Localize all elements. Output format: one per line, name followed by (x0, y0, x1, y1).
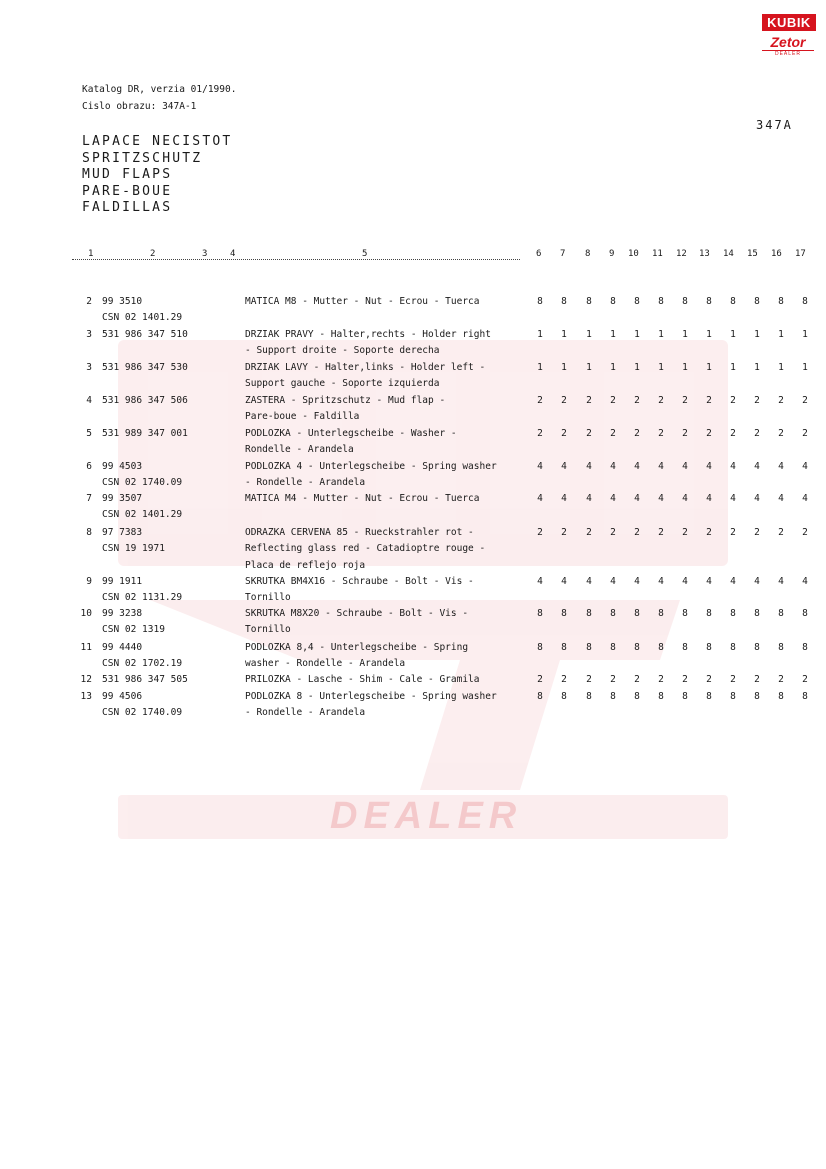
part-number: 99 3510 (102, 296, 143, 307)
part-number: 99 4503 (102, 461, 143, 472)
quantity-cell: 4 (682, 493, 688, 504)
quantity-cell: 4 (754, 461, 760, 472)
column-header: 2 (150, 249, 156, 259)
quantity-cell: 2 (754, 674, 760, 685)
part-number: 531 986 347 505 (102, 674, 188, 685)
quantity-cell: 8 (778, 608, 784, 619)
quantity-cell: 1 (561, 362, 567, 373)
column-header: 9 (609, 249, 615, 259)
quantity-cell: 8 (537, 608, 543, 619)
part-description: PODLOZKA 8 - Unterlegscheibe - Spring washer (245, 691, 497, 702)
position-number: 3 (86, 362, 92, 373)
position-number: 13 (80, 691, 92, 702)
column-header: 3 (202, 249, 208, 259)
quantity-cell: 8 (754, 691, 760, 702)
part-description: - Rondelle - Arandela (245, 707, 366, 719)
quantity-cell: 4 (561, 493, 567, 504)
quantity-cell: 2 (586, 395, 592, 406)
quantity-cell: 1 (634, 362, 640, 373)
quantity-cell: 4 (778, 461, 784, 472)
position-number: 7 (86, 493, 92, 504)
quantity-cell: 1 (610, 329, 616, 340)
part-description: DRZIAK LAVY - Halter,links - Holder left - (245, 362, 486, 373)
part-description: MATICA M8 - Mutter - Nut - Ecrou - Tuerca (245, 296, 480, 307)
quantity-cell: 8 (730, 296, 736, 307)
quantity-cell: 1 (658, 329, 664, 340)
part-number: 99 1911 (102, 576, 143, 587)
quantity-cell: 2 (537, 527, 543, 538)
quantity-cell: 4 (682, 461, 688, 472)
quantity-cell: 4 (802, 493, 808, 504)
column-header: 1 (88, 249, 94, 259)
quantity-cell: 8 (634, 691, 640, 702)
quantity-cell: 4 (706, 493, 712, 504)
part-description: Tornillo (245, 624, 291, 636)
quantity-cell: 1 (778, 329, 784, 340)
quantity-cell: 1 (682, 362, 688, 373)
quantity-cell: 8 (537, 642, 543, 653)
quantity-cell: 4 (537, 461, 543, 472)
quantity-cell: 2 (682, 527, 688, 538)
quantity-cell: 8 (610, 691, 616, 702)
quantity-cell: 4 (730, 493, 736, 504)
quantity-cell: 1 (561, 329, 567, 340)
quantity-cell: 2 (682, 428, 688, 439)
quantity-cell: 2 (706, 428, 712, 439)
quantity-cell: 1 (754, 362, 760, 373)
quantity-cell: 2 (682, 674, 688, 685)
quantity-cell: 4 (658, 493, 664, 504)
position-number: 10 (80, 608, 92, 619)
quantity-cell: 8 (634, 608, 640, 619)
part-number: 99 4506 (102, 691, 143, 702)
quantity-cell: 2 (778, 395, 784, 406)
quantity-cell: 2 (754, 395, 760, 406)
quantity-cell: 8 (730, 642, 736, 653)
column-header: 13 (699, 249, 710, 259)
quantity-cell: 4 (586, 576, 592, 587)
quantity-cell: 2 (754, 428, 760, 439)
quantity-cell: 8 (586, 691, 592, 702)
quantity-cell: 4 (610, 576, 616, 587)
quantity-cell: 2 (778, 428, 784, 439)
part-number: 531 989 347 001 (102, 428, 188, 439)
part-description: Tornillo (245, 592, 291, 604)
quantity-cell: 2 (610, 428, 616, 439)
quantity-cell: 1 (730, 362, 736, 373)
part-description: Support gauche - Soporte izquierda (245, 378, 440, 390)
quantity-cell: 8 (754, 608, 760, 619)
quantity-cell: 2 (802, 428, 808, 439)
part-number: 531 986 347 510 (102, 329, 188, 340)
part-number: 99 3238 (102, 608, 143, 619)
position-number: 12 (80, 674, 92, 685)
quantity-cell: 2 (682, 395, 688, 406)
quantity-cell: 2 (610, 527, 616, 538)
part-description: PODLOZKA 4 - Unterlegscheibe - Spring washer (245, 461, 497, 472)
title-spanish: FALDILLAS (82, 200, 173, 215)
quantity-cell: 2 (706, 674, 712, 685)
column-header: 11 (652, 249, 663, 259)
part-description: PRILOZKA - Lasche - Shim - Cale - Gramila (245, 674, 480, 685)
standard-number: CSN 02 1401.29 (102, 509, 183, 521)
quantity-cell: 2 (634, 674, 640, 685)
quantity-cell: 8 (802, 608, 808, 619)
quantity-cell: 2 (634, 395, 640, 406)
quantity-cell: 2 (537, 674, 543, 685)
column-header: 12 (676, 249, 687, 259)
quantity-cell: 2 (802, 527, 808, 538)
quantity-cell: 2 (778, 674, 784, 685)
part-description: Pare-boue - Faldilla (245, 411, 360, 423)
quantity-cell: 1 (682, 329, 688, 340)
quantity-cell: 8 (778, 691, 784, 702)
quantity-cell: 2 (754, 527, 760, 538)
quantity-cell: 2 (561, 428, 567, 439)
quantity-cell: 1 (586, 362, 592, 373)
logo-brand: KUBIK (762, 14, 816, 31)
quantity-cell: 4 (561, 576, 567, 587)
catalog-version: Katalog DR, verzia 01/1990. (82, 84, 237, 95)
quantity-cell: 4 (754, 493, 760, 504)
logo-product: Zetor (770, 34, 806, 50)
part-description: - Rondelle - Arandela (245, 477, 366, 489)
quantity-cell: 8 (561, 642, 567, 653)
part-description: MATICA M4 - Mutter - Nut - Ecrou - Tuerca (245, 493, 480, 504)
position-number: 2 (86, 296, 92, 307)
quantity-cell: 1 (706, 329, 712, 340)
quantity-cell: 8 (586, 296, 592, 307)
quantity-cell: 4 (682, 576, 688, 587)
quantity-cell: 1 (730, 329, 736, 340)
watermark-dealer-text: DEALER (330, 795, 523, 837)
quantity-cell: 8 (802, 691, 808, 702)
quantity-cell: 4 (730, 461, 736, 472)
quantity-cell: 8 (586, 642, 592, 653)
part-number: 97 7383 (102, 527, 143, 538)
standard-number: CSN 02 1319 (102, 624, 165, 636)
quantity-cell: 8 (754, 296, 760, 307)
quantity-cell: 8 (682, 296, 688, 307)
quantity-cell: 1 (610, 362, 616, 373)
quantity-cell: 8 (730, 608, 736, 619)
position-number: 8 (86, 527, 92, 538)
quantity-cell: 2 (561, 674, 567, 685)
quantity-cell: 2 (610, 674, 616, 685)
quantity-cell: 2 (561, 527, 567, 538)
quantity-cell: 8 (706, 296, 712, 307)
quantity-cell: 2 (730, 395, 736, 406)
quantity-cell: 4 (610, 493, 616, 504)
position-number: 4 (86, 395, 92, 406)
quantity-cell: 1 (802, 329, 808, 340)
quantity-cell: 4 (537, 576, 543, 587)
quantity-cell: 1 (778, 362, 784, 373)
column-header: 6 (536, 249, 542, 259)
kubik-zetor-logo (762, 14, 818, 60)
standard-number: CSN 02 1740.09 (102, 707, 183, 719)
quantity-cell: 8 (658, 691, 664, 702)
part-description: PODLOZKA - Unterlegscheibe - Washer - (245, 428, 457, 439)
title-slovak: LAPACE NECISTOT (82, 134, 233, 149)
quantity-cell: 8 (802, 642, 808, 653)
quantity-cell: 4 (754, 576, 760, 587)
quantity-cell: 1 (586, 329, 592, 340)
figure-number: Cislo obrazu: 347A-1 (82, 101, 197, 112)
quantity-cell: 2 (586, 674, 592, 685)
quantity-cell: 8 (682, 642, 688, 653)
quantity-cell: 4 (537, 493, 543, 504)
position-number: 9 (86, 576, 92, 587)
quantity-cell: 4 (706, 576, 712, 587)
quantity-cell: 4 (634, 576, 640, 587)
part-number: 99 3507 (102, 493, 143, 504)
quantity-cell: 4 (778, 576, 784, 587)
quantity-cell: 2 (658, 428, 664, 439)
quantity-cell: 1 (754, 329, 760, 340)
quantity-cell: 2 (730, 674, 736, 685)
quantity-cell: 8 (658, 608, 664, 619)
quantity-cell: 4 (802, 461, 808, 472)
quantity-cell: 4 (586, 461, 592, 472)
part-description: Reflecting glass red - Catadioptre rouge - (245, 543, 486, 555)
column-header: 14 (723, 249, 734, 259)
column-header: 8 (585, 249, 591, 259)
quantity-cell: 8 (658, 296, 664, 307)
quantity-cell: 4 (561, 461, 567, 472)
quantity-cell: 2 (802, 395, 808, 406)
quantity-cell: 8 (802, 296, 808, 307)
column-header: 15 (747, 249, 758, 259)
part-description: PODLOZKA 8,4 - Unterlegscheibe - Spring (245, 642, 469, 653)
quantity-cell: 2 (561, 395, 567, 406)
position-number: 11 (80, 642, 92, 653)
quantity-cell: 8 (682, 608, 688, 619)
quantity-cell: 1 (537, 362, 543, 373)
column-header: 10 (628, 249, 639, 259)
standard-number: CSN 02 1740.09 (102, 477, 183, 489)
quantity-cell: 2 (658, 527, 664, 538)
standard-number: CSN 02 1702.19 (102, 658, 183, 670)
quantity-cell: 8 (778, 296, 784, 307)
part-description: Placa de reflejo roja (245, 559, 366, 571)
quantity-cell: 2 (610, 395, 616, 406)
quantity-cell: 2 (586, 428, 592, 439)
quantity-cell: 2 (730, 527, 736, 538)
quantity-cell: 8 (706, 642, 712, 653)
quantity-cell: 8 (586, 608, 592, 619)
quantity-cell: 8 (754, 642, 760, 653)
quantity-cell: 8 (537, 296, 543, 307)
quantity-cell: 4 (586, 493, 592, 504)
standard-number: CSN 19 1971 (102, 543, 165, 555)
quantity-cell: 4 (778, 493, 784, 504)
quantity-cell: 8 (561, 691, 567, 702)
quantity-cell: 8 (634, 296, 640, 307)
quantity-cell: 2 (658, 395, 664, 406)
quantity-cell: 4 (706, 461, 712, 472)
part-description: washer - Rondelle - Arandela (245, 658, 406, 670)
quantity-cell: 8 (610, 642, 616, 653)
header-divider (72, 259, 520, 260)
quantity-cell: 2 (778, 527, 784, 538)
part-number: 531 986 347 530 (102, 362, 188, 373)
title-english: MUD FLAPS (82, 167, 173, 182)
title-french: PARE-BOUE (82, 183, 173, 199)
part-description: ZASTERA - Spritzschutz - Mud flap - (245, 395, 446, 406)
part-description: ODRAZKA CERVENA 85 - Rueckstrahler rot - (245, 527, 474, 538)
quantity-cell: 2 (634, 428, 640, 439)
quantity-cell: 4 (658, 461, 664, 472)
quantity-cell: 4 (658, 576, 664, 587)
column-header: 17 (795, 249, 806, 259)
quantity-cell: 8 (778, 642, 784, 653)
quantity-cell: 4 (802, 576, 808, 587)
part-description: SKRUTKA M8X20 - Schraube - Bolt - Vis - (245, 608, 469, 619)
quantity-cell: 2 (802, 674, 808, 685)
quantity-cell: 2 (730, 428, 736, 439)
standard-number: CSN 02 1401.29 (102, 312, 183, 324)
quantity-cell: 4 (634, 461, 640, 472)
logo-tagline: DEALER (762, 50, 814, 58)
quantity-cell: 1 (658, 362, 664, 373)
column-header: 7 (560, 249, 566, 259)
part-description: DRZIAK PRAVY - Halter,rechts - Holder right (245, 329, 491, 340)
quantity-cell: 8 (634, 642, 640, 653)
position-number: 5 (86, 428, 92, 439)
quantity-cell: 2 (658, 674, 664, 685)
standard-number: CSN 02 1131.29 (102, 592, 183, 604)
part-description: - Support droite - Soporte derecha (245, 345, 440, 357)
quantity-cell: 1 (802, 362, 808, 373)
quantity-cell: 8 (730, 691, 736, 702)
quantity-cell: 2 (634, 527, 640, 538)
quantity-cell: 8 (561, 296, 567, 307)
part-number: 531 986 347 506 (102, 395, 188, 406)
quantity-cell: 2 (706, 395, 712, 406)
quantity-cell: 8 (658, 642, 664, 653)
quantity-cell: 4 (610, 461, 616, 472)
part-description: SKRUTKA BM4X16 - Schraube - Bolt - Vis - (245, 576, 474, 587)
quantity-cell: 1 (634, 329, 640, 340)
quantity-cell: 2 (706, 527, 712, 538)
title-german: SPRITZSCHUTZ (82, 150, 203, 166)
quantity-cell: 8 (561, 608, 567, 619)
quantity-cell: 8 (610, 296, 616, 307)
title-block (82, 134, 232, 217)
quantity-cell: 8 (706, 691, 712, 702)
quantity-cell: 1 (537, 329, 543, 340)
quantity-cell: 8 (706, 608, 712, 619)
page-code: 347A (756, 118, 793, 132)
part-description: Rondelle - Arandela (245, 444, 354, 456)
position-number: 6 (86, 461, 92, 472)
quantity-cell: 1 (706, 362, 712, 373)
quantity-cell: 4 (730, 576, 736, 587)
quantity-cell: 2 (586, 527, 592, 538)
quantity-cell: 4 (634, 493, 640, 504)
column-header: 16 (771, 249, 782, 259)
position-number: 3 (86, 329, 92, 340)
quantity-cell: 2 (537, 428, 543, 439)
part-number: 99 4440 (102, 642, 143, 653)
column-header: 5 (362, 249, 368, 259)
quantity-cell: 2 (537, 395, 543, 406)
column-header: 4 (230, 249, 236, 259)
quantity-cell: 8 (537, 691, 543, 702)
quantity-cell: 8 (682, 691, 688, 702)
quantity-cell: 8 (610, 608, 616, 619)
